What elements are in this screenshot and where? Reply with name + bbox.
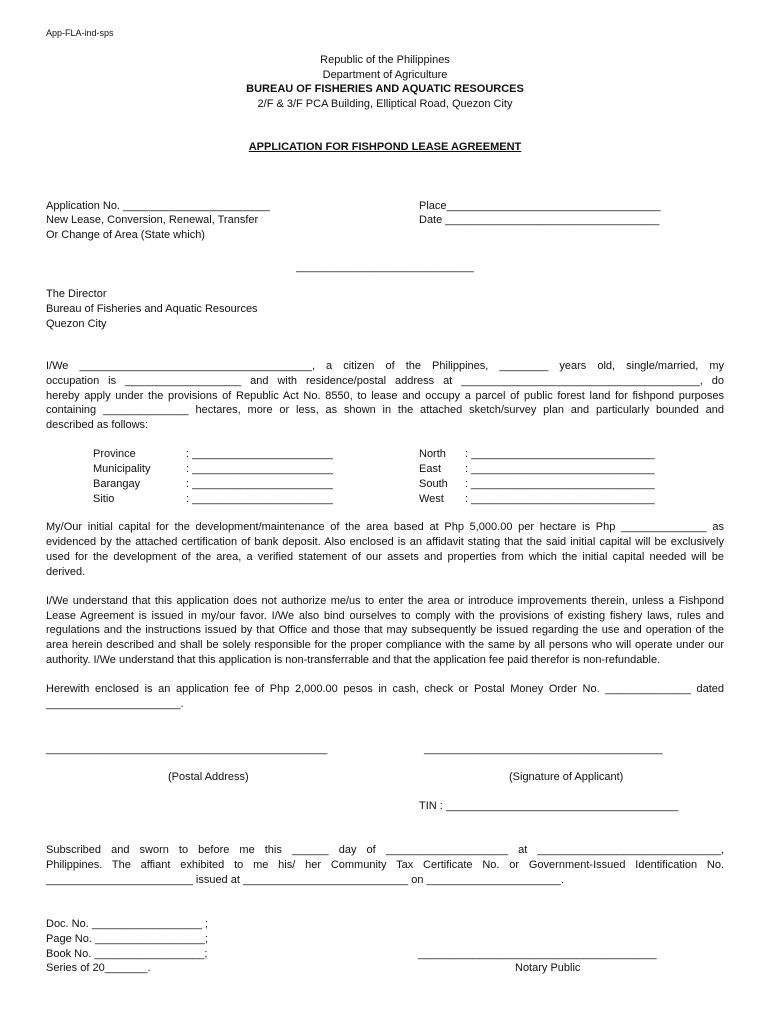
- header-address: 2/F & 3/F PCA Building, Elliptical Road, Quezon City: [257, 98, 513, 110]
- place-field[interactable]: Place___________________________________: [419, 200, 661, 212]
- page-no-field[interactable]: Page No. __________________;: [46, 933, 209, 945]
- series-field[interactable]: Series of 20_______.: [46, 962, 151, 974]
- notary-signature-line[interactable]: _______________________________________: [418, 948, 657, 960]
- change-area-text: Or Change of Area (State which): [46, 229, 205, 241]
- fee-line-1: Herewith enclosed is an application fee of Php 2,000.00 pesos in cash, check or Postal Money Order No. ______________ dated: [46, 683, 724, 695]
- sworn-line-2: Philippines. The affiant exhibited to me his/ her Community Tax Certificate No. or Government-Issued Identification No.: [46, 859, 724, 871]
- capital-line-4: derived.: [46, 566, 86, 578]
- understanding-line-3: regulations and the instructions issued by that Office and those that may subsequently be issued regarding the use and operation of the: [46, 624, 724, 636]
- header-republic: Republic of the Philippines: [320, 54, 450, 66]
- intro-line-3: hereby apply under the provisions of Republic Act No. 8550, to lease and occupy a parcel of public forest land for fishpond purposes: [46, 390, 724, 402]
- postal-address-line[interactable]: ______________________________________________: [46, 743, 328, 755]
- notary-public-label: Notary Public: [515, 962, 581, 974]
- state-which-line[interactable]: _____________________________: [296, 261, 474, 273]
- intro-line-1: I/We ______________________________________, a citizen of the Philippines, ________ years old, single/married, my: [46, 360, 724, 372]
- west-label: West: [419, 493, 444, 505]
- barangay-field[interactable]: : _______________________: [186, 478, 333, 490]
- barangay-label: Barangay: [93, 478, 141, 490]
- north-field[interactable]: : ______________________________: [465, 448, 655, 460]
- capital-line-1: My/Our initial capital for the development/maintenance of the area based at Php 5,000.00 per hectare is Php ______________ as: [46, 521, 724, 533]
- south-field[interactable]: : ______________________________: [465, 478, 655, 490]
- municipality-field[interactable]: : _______________________: [186, 463, 333, 475]
- header-bureau: BUREAU OF FISHERIES AND AQUATIC RESOURCES: [246, 83, 524, 95]
- addressee-title: The Director: [46, 288, 107, 300]
- province-field[interactable]: : _______________________: [186, 448, 333, 460]
- south-label: South: [419, 478, 448, 490]
- addressee-bureau: Bureau of Fisheries and Aquatic Resources: [46, 303, 258, 315]
- header-department: Department of Agriculture: [322, 69, 448, 81]
- municipality-label: Municipality: [93, 463, 151, 475]
- capital-line-2: evidenced by the attached certification of bank deposit. Also enclosed is an affidavit stating that the said initial capital will be exclusively: [46, 536, 724, 548]
- capital-line-3: used for the development of the area, a verified statement of our assets and properties from which the initial capital needed will be: [46, 551, 724, 563]
- date-field[interactable]: Date ___________________________________: [419, 214, 660, 226]
- fee-line-2[interactable]: ______________________.: [46, 698, 184, 710]
- intro-line-4: containing ______________ hectares, more or less, as shown in the attached sketch/survey plan and particularly bounded and: [46, 404, 724, 416]
- sitio-field[interactable]: : _______________________: [186, 493, 333, 505]
- book-no-field[interactable]: Book No. __________________;: [46, 948, 208, 960]
- tin-field[interactable]: TIN : ______________________________________: [419, 800, 679, 812]
- province-label: Province: [93, 448, 136, 460]
- west-field[interactable]: : ______________________________: [465, 493, 655, 505]
- applicant-signature-label: (Signature of Applicant): [509, 771, 624, 783]
- sworn-line-1: Subscribed and sworn to before me this ______ day of ____________________ at ______________________________,: [46, 844, 724, 856]
- understanding-line-2: Lease Agreement is issued in my/our favor. I/We also bind ourselves to comply with the provisions of existing fishery laws, rules and: [46, 610, 724, 622]
- east-field[interactable]: : ______________________________: [465, 463, 655, 475]
- understanding-line-1: I/We understand that this application does not authorize me/us to enter the area or introduce improvements therein, unless a Fishpond: [46, 595, 724, 607]
- intro-line-5: described as follows:: [46, 419, 149, 431]
- sitio-label: Sitio: [93, 493, 115, 505]
- understanding-line-4: area herein described and shall be solely responsible for the proper compliance with the same by all persons who will operate under our: [46, 639, 724, 651]
- intro-line-2: occupation is ___________________ and with residence/postal address at _______________________________________, do: [46, 375, 724, 387]
- form-code: App-FLA-ind-sps: [46, 28, 114, 38]
- lease-types-text: New Lease, Conversion, Renewal, Transfer: [46, 214, 259, 226]
- addressee-city: Quezon City: [46, 318, 107, 330]
- north-label: North: [419, 448, 446, 460]
- understanding-line-5: authority. I/We understand that this application is non-transferrable and that the application fee paid therefor is non-refundable.: [46, 654, 661, 666]
- applicant-signature-line[interactable]: _______________________________________: [424, 743, 663, 755]
- postal-address-label: (Postal Address): [168, 771, 249, 783]
- doc-no-field[interactable]: Doc. No. __________________ ;: [46, 918, 209, 930]
- sworn-line-3: ________________________ issued at ___________________________ on ______________________.: [46, 874, 565, 886]
- east-label: East: [419, 463, 442, 475]
- application-no-field[interactable]: Application No. ________________________: [46, 200, 270, 212]
- page-title: APPLICATION FOR FISHPOND LEASE AGREEMENT: [248, 141, 522, 153]
